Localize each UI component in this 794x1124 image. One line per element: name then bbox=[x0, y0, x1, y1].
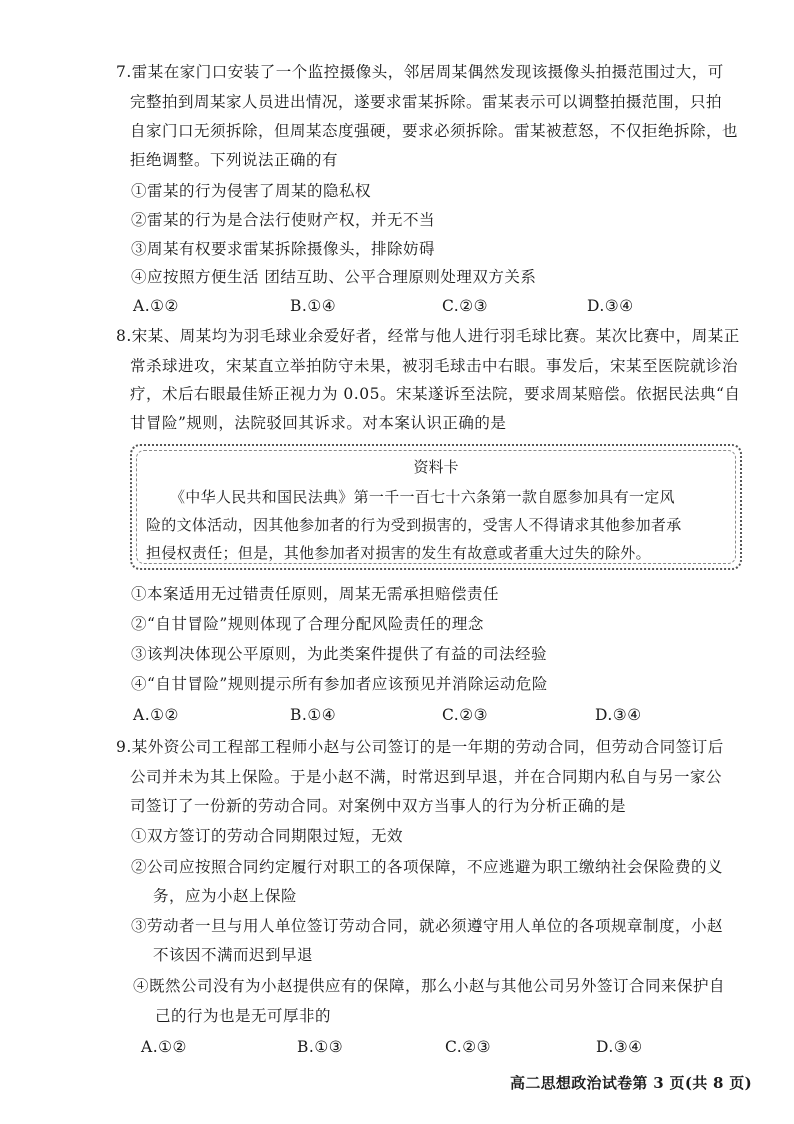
q9-item-1: ①双方签订的劳动合同期限过短，无效 bbox=[131, 827, 404, 845]
reference-card-line-2: 险的文体活动，因其他参加者的行为受到损害的，受害人不得请求其他参加者承 bbox=[146, 516, 682, 534]
q7-option-d: D.③④ bbox=[587, 297, 634, 315]
reference-card-line-1: 《中华人民共和国民法典》第一千一百七十六条第一款自愿参加具有一定风 bbox=[170, 488, 675, 506]
q9-option-d: D.③④ bbox=[596, 1038, 643, 1056]
q7-option-a: A.①② bbox=[133, 297, 179, 315]
q9-item-3-line-1: ③劳动者一旦与用人单位签订劳动合同，就必须遵守用人单位的各项规章制度，小赵 bbox=[131, 917, 724, 935]
page-footer: 高二思想政治试卷第 3 页(共 8 页) bbox=[510, 1074, 752, 1092]
q9-stem-line-2: 公司并未为其上保险。于是小赵不满，时常迟到早退，并在合同期内私自与另一家公 bbox=[130, 768, 723, 786]
q7-stem-line-1: 7.雷某在家门口安装了一个监控摄像头，邻居周某偶然发现该摄像头拍摄范围过大，可 bbox=[116, 63, 724, 81]
q7-item-3: ③周某有权要求雷某拆除摄像头，排除妨碍 bbox=[131, 240, 436, 258]
reference-card bbox=[130, 444, 742, 570]
q7-item-2: ②雷某的行为是合法行使财产权，并无不当 bbox=[131, 211, 436, 229]
q9-option-b: B.①③ bbox=[297, 1038, 344, 1056]
q9-item-4-line-2: 己的行为也是无可厚非的 bbox=[155, 1007, 332, 1025]
q9-item-2-line-2: 务，应为小赵上保险 bbox=[153, 887, 298, 905]
q7-option-b: B.①④ bbox=[290, 297, 337, 315]
q7-stem-line-2: 完整拍到周某家人员进出情况，遂要求雷某拆除。雷某表示可以调整拍摄范围，只拍 bbox=[130, 93, 723, 111]
reference-card-title: 资料卡 bbox=[413, 458, 459, 476]
q9-stem-line-1: 9.某外资公司工程部工程师小赵与公司签订的是一年期的劳动合同，但劳动合同签订后 bbox=[116, 738, 724, 756]
q7-stem-line-3: 自家门口无须拆除，但周某态度强硬，要求必须拆除。雷某被惹怒，不仅拒绝拆除，也 bbox=[130, 122, 739, 140]
q8-stem-line-2: 常杀球进攻，宋某直立举拍防守未果，被羽毛球击中右眼。事发后，宋某至医院就诊治 bbox=[130, 357, 739, 375]
q8-item-4: ④“自甘冒险”规则提示所有参加者应该预见并消除运动危险 bbox=[131, 675, 548, 693]
q8-stem-line-3: 疗，术后右眼最佳矫正视力为 0.05。宋某遂诉至法院，要求周某赔偿。依据民法典“自 bbox=[130, 385, 741, 403]
q8-item-3: ③该判决体现公平原则，为此类案件提供了有益的司法经验 bbox=[131, 645, 548, 663]
q8-stem-line-1: 8.宋某、周某均为羽毛球业余爱好者，经常与他人进行羽毛球比赛。某次比赛中，周某正 bbox=[116, 327, 740, 345]
q8-option-d: D.③④ bbox=[595, 706, 642, 724]
q7-item-1: ①雷某的行为侵害了周某的隐私权 bbox=[131, 182, 372, 200]
q7-stem-line-4: 拒绝调整。下列说法正确的有 bbox=[130, 151, 339, 169]
q9-item-2-line-1: ②公司应按照合同约定履行对职工的各项保障，不应逃避为职工缴纳社会保险费的义 bbox=[131, 858, 724, 876]
q9-stem-line-3: 司签订了一份新的劳动合同。对案例中双方当事人的行为分析正确的是 bbox=[130, 797, 627, 815]
reference-card-line-3: 担侵权责任；但是，其他参加者对损害的发生有故意或者重大过失的除外。 bbox=[146, 544, 651, 562]
q9-option-a: A.①② bbox=[141, 1038, 187, 1056]
q8-item-2: ②“自甘冒险”规则体现了合理分配风险责任的理念 bbox=[131, 615, 484, 633]
q8-option-a: A.①② bbox=[133, 706, 179, 724]
q7-option-c: C.②③ bbox=[442, 297, 489, 315]
q8-option-b: B.①④ bbox=[290, 706, 337, 724]
q9-item-3-line-2: 不该因不满而迟到早退 bbox=[153, 946, 314, 964]
q9-option-c: C.②③ bbox=[445, 1038, 492, 1056]
q7-item-4: ④应按照方便生活 团结互助、公平合理原则处理双方关系 bbox=[131, 268, 537, 286]
q9-item-4-line-1: ④既然公司没有为小赵提供应有的保障，那么小赵与其他公司另外签订合同来保护自 bbox=[133, 977, 726, 995]
q8-option-c: C.②③ bbox=[442, 706, 489, 724]
q8-item-1: ①本案适用无过错责任原则，周某无需承担赔偿责任 bbox=[131, 585, 500, 603]
q8-stem-line-4: 甘冒险”规则，法院驳回其诉求。对本案认识正确的是 bbox=[130, 414, 507, 432]
